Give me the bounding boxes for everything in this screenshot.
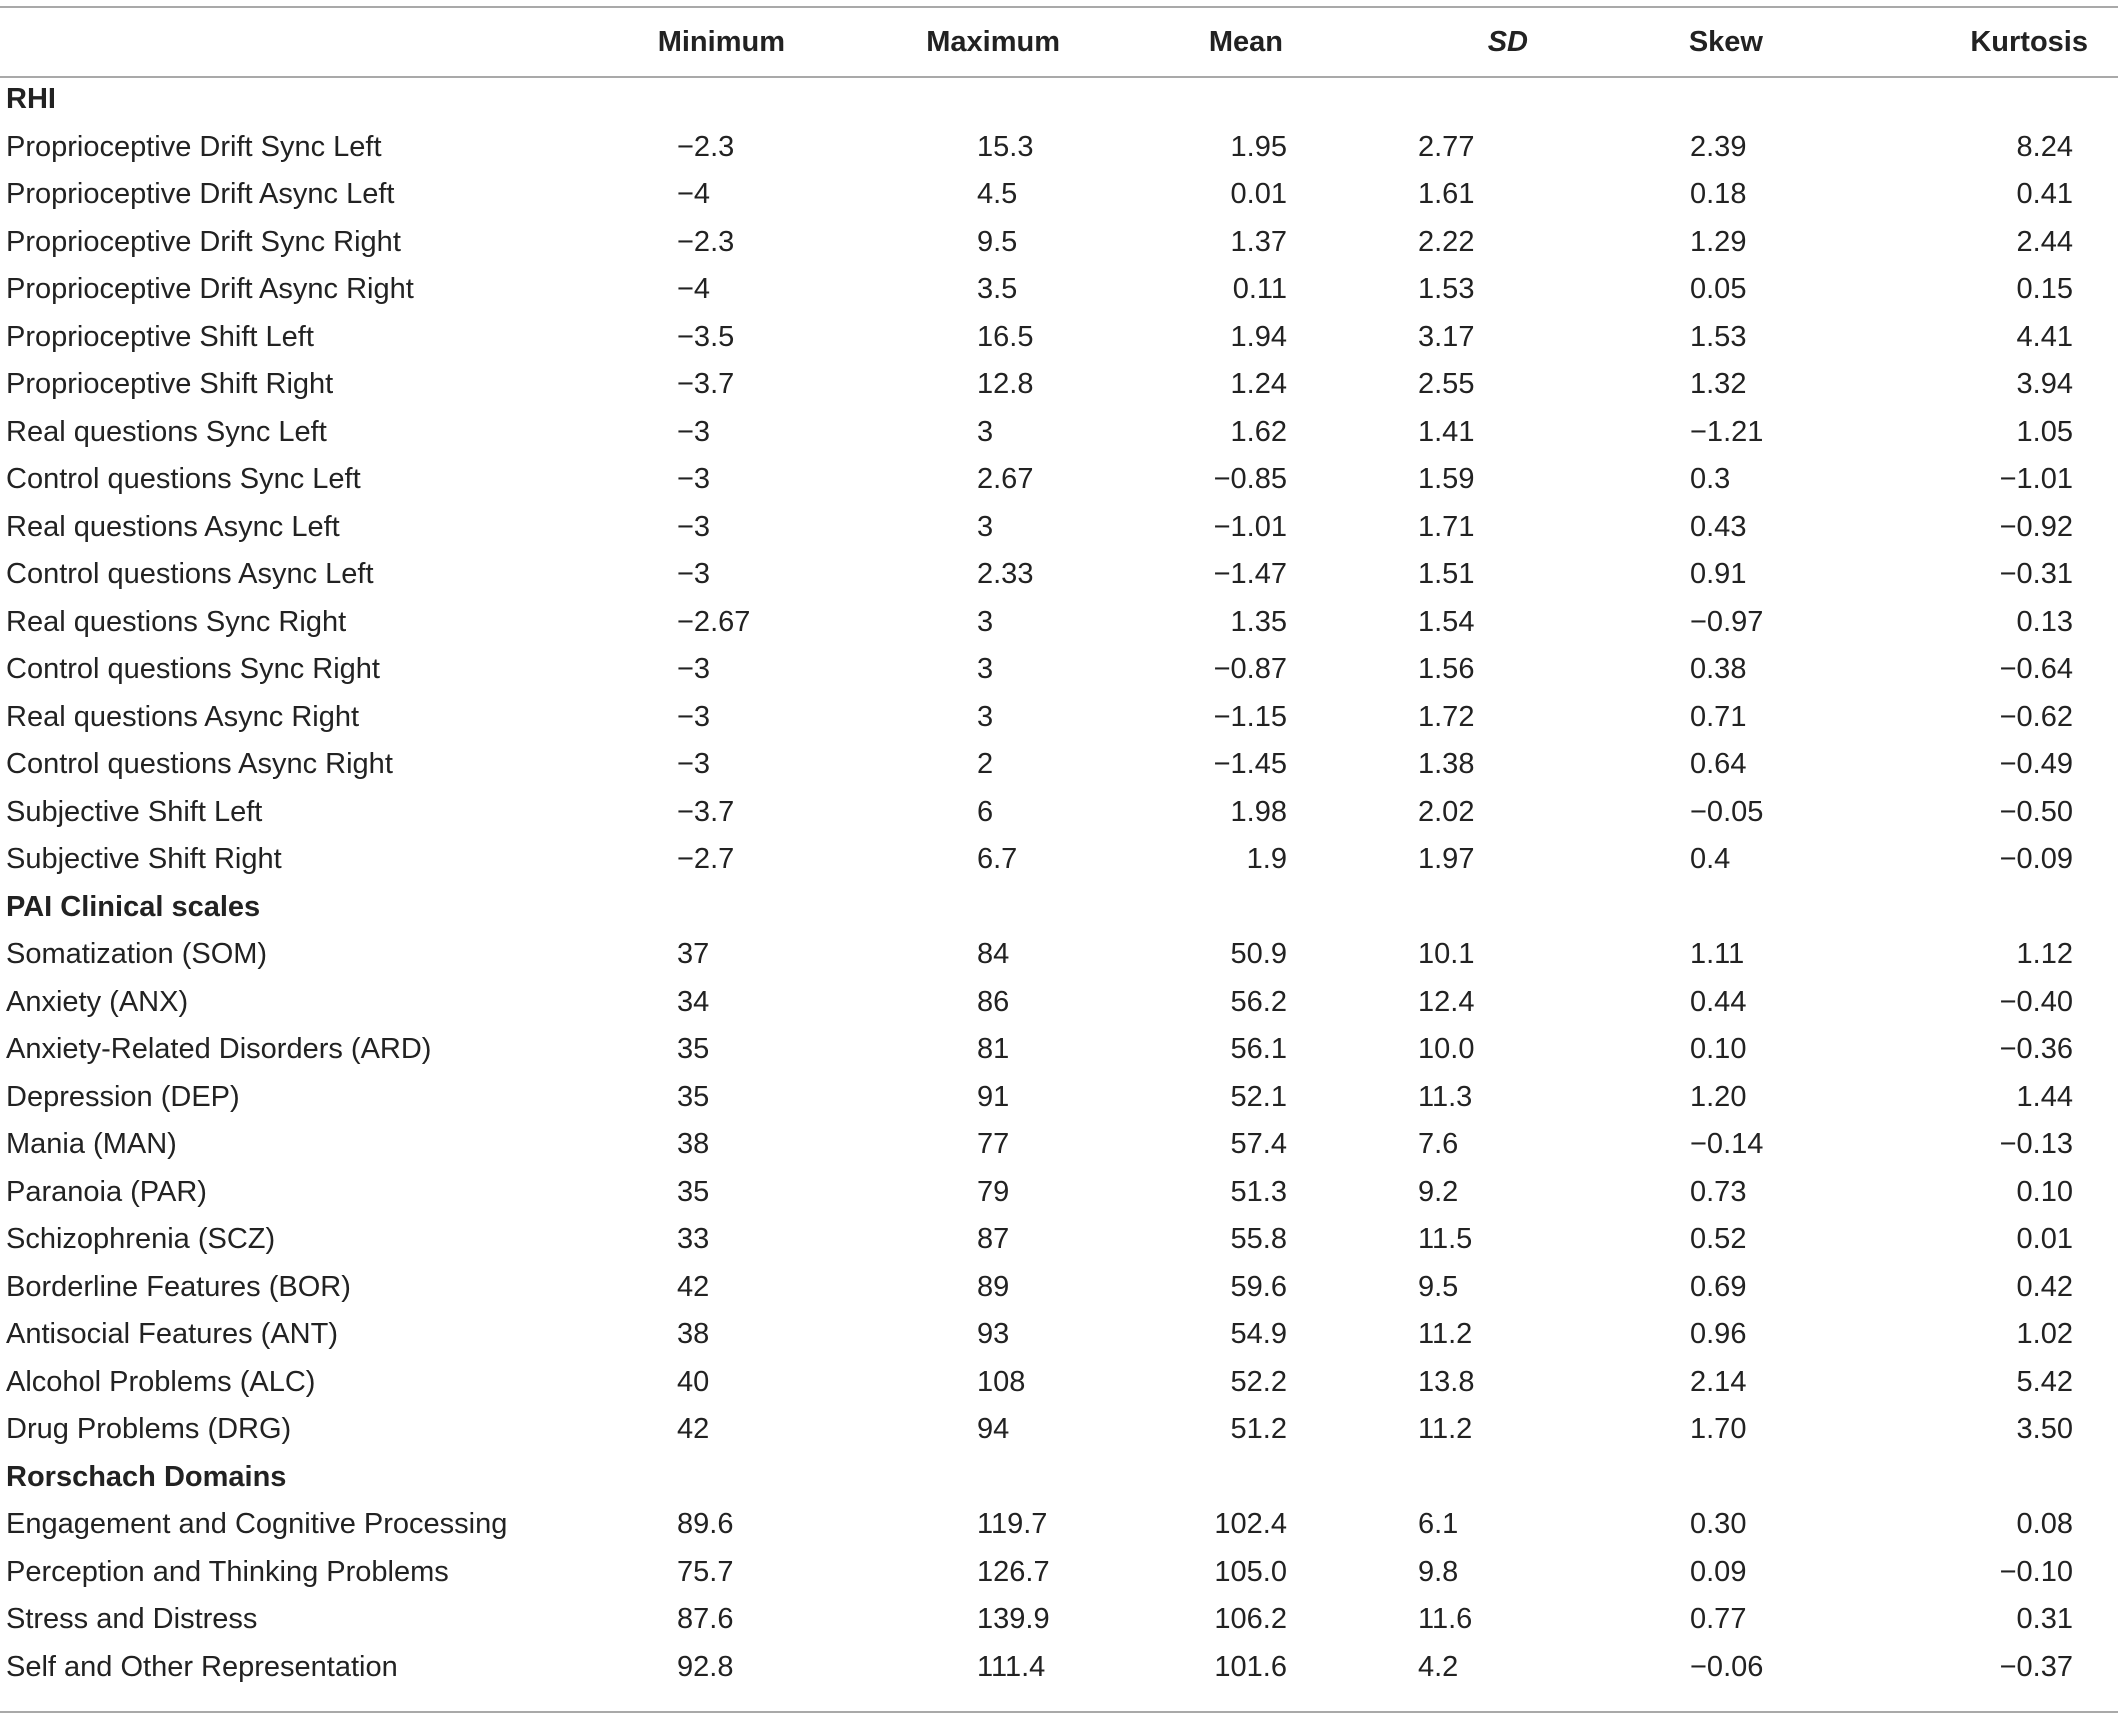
row-label: Subjective Shift Left: [6, 795, 263, 828]
cell-kurtosis: −0.31: [1999, 558, 2073, 591]
cell-mean: −1.01: [1213, 510, 1287, 543]
cell-skew: 1.70: [1690, 1413, 1747, 1446]
cell-sd: 11.2: [1418, 1413, 1473, 1446]
section-title: RHI: [6, 83, 56, 116]
row-label: Stress and Distress: [6, 1603, 258, 1636]
cell-sd: 2.55: [1418, 368, 1475, 401]
cell-sd: 3.17: [1418, 320, 1475, 353]
table-row: [0, 1026, 2118, 1074]
cell-kurtosis: −0.40: [1999, 985, 2073, 1018]
cell-maximum: 3: [977, 653, 994, 686]
header-maximum: Maximum: [926, 25, 1060, 58]
table-row: [0, 171, 2118, 219]
cell-minimum: 42: [677, 1413, 710, 1446]
cell-minimum: −3: [677, 653, 711, 686]
table-row: [0, 1216, 2118, 1264]
cell-sd: 1.56: [1418, 653, 1475, 686]
cell-kurtosis: 8.24: [2016, 130, 2073, 163]
cell-mean: 52.1: [1230, 1080, 1287, 1113]
cell-skew: 0.91: [1690, 558, 1747, 591]
table-row: [0, 219, 2118, 267]
row-label: Subjective Shift Right: [6, 843, 282, 876]
cell-mean: 1.98: [1230, 795, 1287, 828]
header-minimum: Minimum: [657, 25, 785, 58]
cell-kurtosis: [1785, 884, 2118, 932]
cell-mean: 1.62: [1230, 415, 1287, 448]
cell-sd: 1.59: [1418, 463, 1475, 496]
header-mean: Mean: [1208, 25, 1283, 58]
cell-minimum: 38: [677, 1318, 710, 1351]
cell-skew: 1.32: [1690, 368, 1747, 401]
cell-kurtosis: 0.13: [2016, 605, 2073, 638]
cell-skew: 0.69: [1690, 1270, 1747, 1303]
cell-mean: 101.6: [1214, 1650, 1287, 1683]
cell-minimum: [600, 884, 840, 932]
cell-skew: 1.11: [1690, 938, 1745, 971]
cell-mean: 1.37: [1230, 225, 1287, 258]
cell-skew: 0.77: [1690, 1603, 1747, 1636]
cell-maximum: 126.7: [977, 1555, 1050, 1588]
cell-kurtosis: −0.64: [1999, 653, 2073, 686]
cell-maximum: [840, 884, 1080, 932]
row-label: Perception and Thinking Problems: [6, 1555, 449, 1588]
table-row: [0, 409, 2118, 457]
row-label: Proprioceptive Shift Right: [6, 368, 334, 401]
cell-kurtosis: 2.44: [2016, 225, 2073, 258]
cell-sd: 9.2: [1418, 1175, 1459, 1208]
cell-kurtosis: 3.50: [2016, 1413, 2073, 1446]
table-row: [0, 1311, 2118, 1359]
table-row: [0, 646, 2118, 694]
cell-minimum: −3.7: [677, 368, 735, 401]
cell-minimum: 34: [677, 985, 710, 1018]
cell-kurtosis: −0.36: [1999, 1033, 2073, 1066]
row-label: Somatization (SOM): [6, 938, 268, 971]
cell-sd: 1.54: [1418, 605, 1475, 638]
header-skew: Skew: [1688, 25, 1763, 58]
cell-minimum: 75.7: [677, 1555, 734, 1588]
cell-mean: 0.11: [1232, 273, 1287, 306]
cell-minimum: −4: [677, 273, 711, 306]
cell-kurtosis: −0.37: [1999, 1650, 2073, 1683]
cell-kurtosis: [1785, 76, 2118, 124]
cell-skew: −0.05: [1690, 795, 1764, 828]
cell-mean: [1080, 76, 1315, 124]
cell-skew: −0.97: [1690, 605, 1764, 638]
cell-maximum: 3: [977, 700, 994, 733]
cell-minimum: 37: [677, 938, 710, 971]
cell-sd: 1.97: [1418, 843, 1475, 876]
cell-mean: 50.9: [1230, 938, 1287, 971]
table-row: [0, 504, 2118, 552]
table-row: [0, 1596, 2118, 1644]
table-row: [0, 551, 2118, 599]
section-title: Rorschach Domains: [6, 1460, 287, 1493]
cell-minimum: 89.6: [677, 1508, 734, 1541]
cell-kurtosis: 3.94: [2016, 368, 2073, 401]
row-label: Real questions Sync Right: [6, 605, 347, 638]
cell-minimum: 87.6: [677, 1603, 734, 1636]
cell-maximum: 94: [977, 1413, 1010, 1446]
cell-maximum: 6.7: [977, 843, 1018, 876]
cell-mean: 1.24: [1230, 368, 1287, 401]
row-label: Antisocial Features (ANT): [6, 1318, 338, 1351]
cell-maximum: 89: [977, 1270, 1010, 1303]
cell-sd: 13.8: [1418, 1365, 1475, 1398]
cell-sd: 2.02: [1418, 795, 1475, 828]
table-bottom-rule: [0, 1711, 2118, 1713]
cell-kurtosis: 1.05: [2016, 415, 2073, 448]
cell-maximum: 3: [977, 415, 994, 448]
cell-kurtosis: −0.50: [1999, 795, 2073, 828]
cell-kurtosis: −0.49: [1999, 748, 2073, 781]
cell-maximum: 6: [977, 795, 994, 828]
cell-kurtosis: 5.42: [2016, 1365, 2073, 1398]
row-label: Anxiety-Related Disorders (ARD): [6, 1033, 432, 1066]
section-header-row: [0, 884, 2118, 932]
cell-skew: 0.09: [1690, 1555, 1747, 1588]
cell-minimum: 40: [677, 1365, 710, 1398]
table-row: [0, 1549, 2118, 1597]
cell-sd: 2.22: [1418, 225, 1475, 258]
cell-sd: 1.38: [1418, 748, 1475, 781]
cell-maximum: 16.5: [977, 320, 1034, 353]
cell-mean: 1.9: [1246, 843, 1287, 876]
cell-maximum: 93: [977, 1318, 1010, 1351]
cell-minimum: −3: [677, 558, 711, 591]
cell-minimum: 35: [677, 1175, 710, 1208]
cell-skew: 0.96: [1690, 1318, 1747, 1351]
cell-sd: 1.71: [1418, 510, 1475, 543]
table-row: [0, 694, 2118, 742]
row-label: Control questions Sync Left: [6, 463, 361, 496]
cell-skew: 0.38: [1690, 653, 1747, 686]
cell-sd: 10.1: [1418, 938, 1475, 971]
table-row: [0, 1074, 2118, 1122]
cell-sd: 11.6: [1418, 1603, 1473, 1636]
cell-mean: [1080, 1454, 1315, 1502]
header-row: [0, 8, 2118, 76]
table-row: [0, 789, 2118, 837]
cell-mean: 1.35: [1230, 605, 1287, 638]
cell-skew: 1.53: [1690, 320, 1747, 353]
cell-mean: 1.95: [1230, 130, 1287, 163]
header-kurtosis: Kurtosis: [1970, 25, 2088, 58]
row-label: Mania (MAN): [6, 1128, 177, 1161]
row-label: Control questions Async Right: [6, 748, 393, 781]
row-label: Proprioceptive Drift Async Left: [6, 178, 395, 211]
cell-mean: 55.8: [1230, 1223, 1287, 1256]
cell-minimum: −2.3: [677, 225, 735, 258]
cell-skew: −1.21: [1690, 415, 1764, 448]
cell-minimum: −3.7: [677, 795, 735, 828]
row-label: Borderline Features (BOR): [6, 1270, 351, 1303]
cell-mean: 106.2: [1214, 1603, 1287, 1636]
cell-sd: 7.6: [1418, 1128, 1459, 1161]
cell-maximum: 77: [977, 1128, 1010, 1161]
cell-skew: 0.30: [1690, 1508, 1747, 1541]
cell-skew: −0.14: [1690, 1128, 1764, 1161]
cell-minimum: [600, 76, 840, 124]
row-label: Proprioceptive Shift Left: [6, 320, 314, 353]
row-label: Proprioceptive Drift Async Right: [6, 273, 414, 306]
cell-kurtosis: 1.12: [2016, 938, 2073, 971]
cell-skew: 1.29: [1690, 225, 1747, 258]
cell-mean: −1.45: [1213, 748, 1287, 781]
cell-maximum: 79: [977, 1175, 1010, 1208]
row-label: Real questions Sync Left: [6, 415, 327, 448]
cell-minimum: −3: [677, 415, 711, 448]
cell-sd: 1.53: [1418, 273, 1475, 306]
cell-skew: 2.14: [1690, 1365, 1747, 1398]
cell-maximum: 2: [977, 748, 994, 781]
cell-sd: [1315, 1454, 1550, 1502]
cell-minimum: [600, 1454, 840, 1502]
cell-kurtosis: 1.02: [2016, 1318, 2073, 1351]
cell-minimum: −3: [677, 700, 711, 733]
table-row: [0, 1121, 2118, 1169]
cell-kurtosis: 0.10: [2016, 1175, 2073, 1208]
cell-minimum: −4: [677, 178, 711, 211]
cell-mean: 105.0: [1214, 1555, 1287, 1588]
cell-minimum: −2.7: [677, 843, 735, 876]
row-label: Depression (DEP): [6, 1080, 240, 1113]
cell-minimum: −3.5: [677, 320, 735, 353]
cell-mean: 51.3: [1230, 1175, 1287, 1208]
cell-maximum: 3.5: [977, 273, 1018, 306]
cell-skew: 0.44: [1690, 985, 1747, 1018]
section-header-row: [0, 1454, 2118, 1502]
row-label: Engagement and Cognitive Processing: [6, 1508, 508, 1541]
cell-mean: 1.94: [1230, 320, 1287, 353]
cell-maximum: 4.5: [977, 178, 1018, 211]
cell-maximum: 3: [977, 605, 994, 638]
cell-mean: 59.6: [1230, 1270, 1287, 1303]
table-header: [0, 8, 2118, 76]
row-label: Control questions Async Left: [6, 558, 374, 591]
cell-sd: 11.2: [1418, 1318, 1473, 1351]
cell-skew: 0.43: [1690, 510, 1747, 543]
cell-kurtosis: [1785, 1454, 2118, 1502]
cell-maximum: 87: [977, 1223, 1010, 1256]
cell-maximum: 108: [977, 1365, 1026, 1398]
cell-minimum: 33: [677, 1223, 710, 1256]
descriptive-statistics-table: [0, 8, 2118, 1691]
cell-maximum: [840, 76, 1080, 124]
cell-skew: 0.64: [1690, 748, 1747, 781]
section-title: PAI Clinical scales: [6, 890, 261, 923]
table-row: [0, 1169, 2118, 1217]
table-row: [0, 1264, 2118, 1312]
cell-kurtosis: −0.13: [1999, 1128, 2073, 1161]
cell-sd: 1.41: [1418, 415, 1475, 448]
table-row: [0, 266, 2118, 314]
cell-maximum: 12.8: [977, 368, 1034, 401]
row-label: Real questions Async Left: [6, 510, 340, 543]
cell-maximum: 81: [977, 1033, 1010, 1066]
table-row: [0, 1501, 2118, 1549]
cell-kurtosis: 0.31: [2016, 1603, 2073, 1636]
cell-mean: 52.2: [1230, 1365, 1287, 1398]
table-row: [0, 1644, 2118, 1692]
cell-sd: 4.2: [1418, 1650, 1459, 1683]
cell-sd: 6.1: [1418, 1508, 1459, 1541]
cell-minimum: −2.67: [677, 605, 751, 638]
cell-maximum: 2.33: [977, 558, 1034, 591]
row-label: Proprioceptive Drift Sync Right: [6, 225, 401, 258]
cell-skew: [1550, 884, 1785, 932]
cell-mean: 56.1: [1230, 1033, 1287, 1066]
table-row: [0, 1406, 2118, 1454]
cell-mean: 51.2: [1230, 1413, 1287, 1446]
cell-mean: [1080, 884, 1315, 932]
cell-minimum: −3: [677, 510, 711, 543]
table-row: [0, 124, 2118, 172]
cell-skew: [1550, 76, 1785, 124]
cell-minimum: 38: [677, 1128, 710, 1161]
cell-kurtosis: 1.44: [2016, 1080, 2073, 1113]
cell-skew: −0.06: [1690, 1650, 1764, 1683]
cell-sd: 9.5: [1418, 1270, 1459, 1303]
cell-sd: [1315, 76, 1550, 124]
row-label: Proprioceptive Drift Sync Left: [6, 130, 382, 163]
row-label: Alcohol Problems (ALC): [6, 1365, 316, 1398]
cell-sd: 11.3: [1418, 1080, 1473, 1113]
row-label: Anxiety (ANX): [6, 985, 189, 1018]
row-label: Drug Problems (DRG): [6, 1413, 292, 1446]
cell-maximum: 15.3: [977, 130, 1034, 163]
cell-maximum: 9.5: [977, 225, 1018, 258]
cell-mean: 57.4: [1230, 1128, 1287, 1161]
table-row: [0, 599, 2118, 647]
cell-skew: 0.73: [1690, 1175, 1747, 1208]
cell-skew: 1.20: [1690, 1080, 1747, 1113]
cell-kurtosis: −0.10: [1999, 1555, 2073, 1588]
header-sd: SD: [1487, 25, 1528, 58]
table-row: [0, 314, 2118, 362]
cell-sd: 2.77: [1418, 130, 1475, 163]
cell-mean: −1.15: [1213, 700, 1287, 733]
cell-kurtosis: 0.01: [2016, 1223, 2073, 1256]
cell-maximum: 111.4: [977, 1650, 1046, 1683]
row-label: Self and Other Representation: [6, 1650, 398, 1683]
table-body: [0, 76, 2118, 1691]
cell-maximum: 86: [977, 985, 1010, 1018]
cell-kurtosis: −1.01: [1999, 463, 2073, 496]
cell-minimum: −3: [677, 463, 711, 496]
cell-mean: −1.47: [1213, 558, 1287, 591]
cell-minimum: 42: [677, 1270, 710, 1303]
table-row: [0, 456, 2118, 504]
cell-kurtosis: −0.09: [1999, 843, 2073, 876]
cell-maximum: 91: [977, 1080, 1010, 1113]
cell-sd: 10.0: [1418, 1033, 1475, 1066]
cell-maximum: 2.67: [977, 463, 1034, 496]
row-label: Paranoia (PAR): [6, 1175, 207, 1208]
cell-sd: 12.4: [1418, 985, 1475, 1018]
cell-skew: [1550, 1454, 1785, 1502]
table-row: [0, 1359, 2118, 1407]
row-label: Real questions Async Right: [6, 700, 360, 733]
cell-maximum: 139.9: [977, 1603, 1050, 1636]
cell-maximum: 84: [977, 938, 1010, 971]
table-row: [0, 836, 2118, 884]
cell-minimum: 92.8: [677, 1650, 734, 1683]
cell-skew: 0.05: [1690, 273, 1747, 306]
cell-kurtosis: 0.41: [2016, 178, 2073, 211]
cell-minimum: −2.3: [677, 130, 735, 163]
cell-kurtosis: 4.41: [2016, 320, 2073, 353]
table-row: [0, 741, 2118, 789]
row-label: Control questions Sync Right: [6, 653, 380, 686]
cell-kurtosis: −0.92: [1999, 510, 2073, 543]
cell-sd: 1.61: [1418, 178, 1475, 211]
cell-kurtosis: 0.15: [2016, 273, 2073, 306]
cell-mean: 56.2: [1230, 985, 1287, 1018]
cell-skew: 0.18: [1690, 178, 1747, 211]
cell-skew: 0.52: [1690, 1223, 1747, 1256]
cell-skew: 2.39: [1690, 130, 1747, 163]
cell-mean: 0.01: [1230, 178, 1287, 211]
table-row: [0, 361, 2118, 409]
cell-skew: 0.4: [1690, 843, 1731, 876]
row-label: Schizophrenia (SCZ): [6, 1223, 276, 1256]
cell-minimum: 35: [677, 1080, 710, 1113]
cell-mean: 102.4: [1214, 1508, 1287, 1541]
cell-minimum: 35: [677, 1033, 710, 1066]
cell-mean: −0.85: [1213, 463, 1287, 496]
section-header-row: [0, 76, 2118, 124]
cell-kurtosis: 0.42: [2016, 1270, 2073, 1303]
cell-mean: −0.87: [1213, 653, 1287, 686]
cell-kurtosis: −0.62: [1999, 700, 2073, 733]
cell-minimum: −3: [677, 748, 711, 781]
cell-sd: 1.72: [1418, 700, 1475, 733]
table-row: [0, 931, 2118, 979]
cell-kurtosis: 0.08: [2016, 1508, 2073, 1541]
cell-skew: 0.10: [1690, 1033, 1747, 1066]
cell-sd: [1315, 884, 1550, 932]
cell-maximum: [840, 1454, 1080, 1502]
cell-sd: 11.5: [1418, 1223, 1473, 1256]
table-row: [0, 979, 2118, 1027]
cell-skew: 0.71: [1690, 700, 1747, 733]
cell-mean: 54.9: [1230, 1318, 1287, 1351]
cell-maximum: 119.7: [977, 1508, 1048, 1541]
cell-sd: 1.51: [1418, 558, 1475, 591]
header-label: [0, 8, 600, 76]
cell-maximum: 3: [977, 510, 994, 543]
cell-sd: 9.8: [1418, 1555, 1459, 1588]
cell-skew: 0.3: [1690, 463, 1731, 496]
